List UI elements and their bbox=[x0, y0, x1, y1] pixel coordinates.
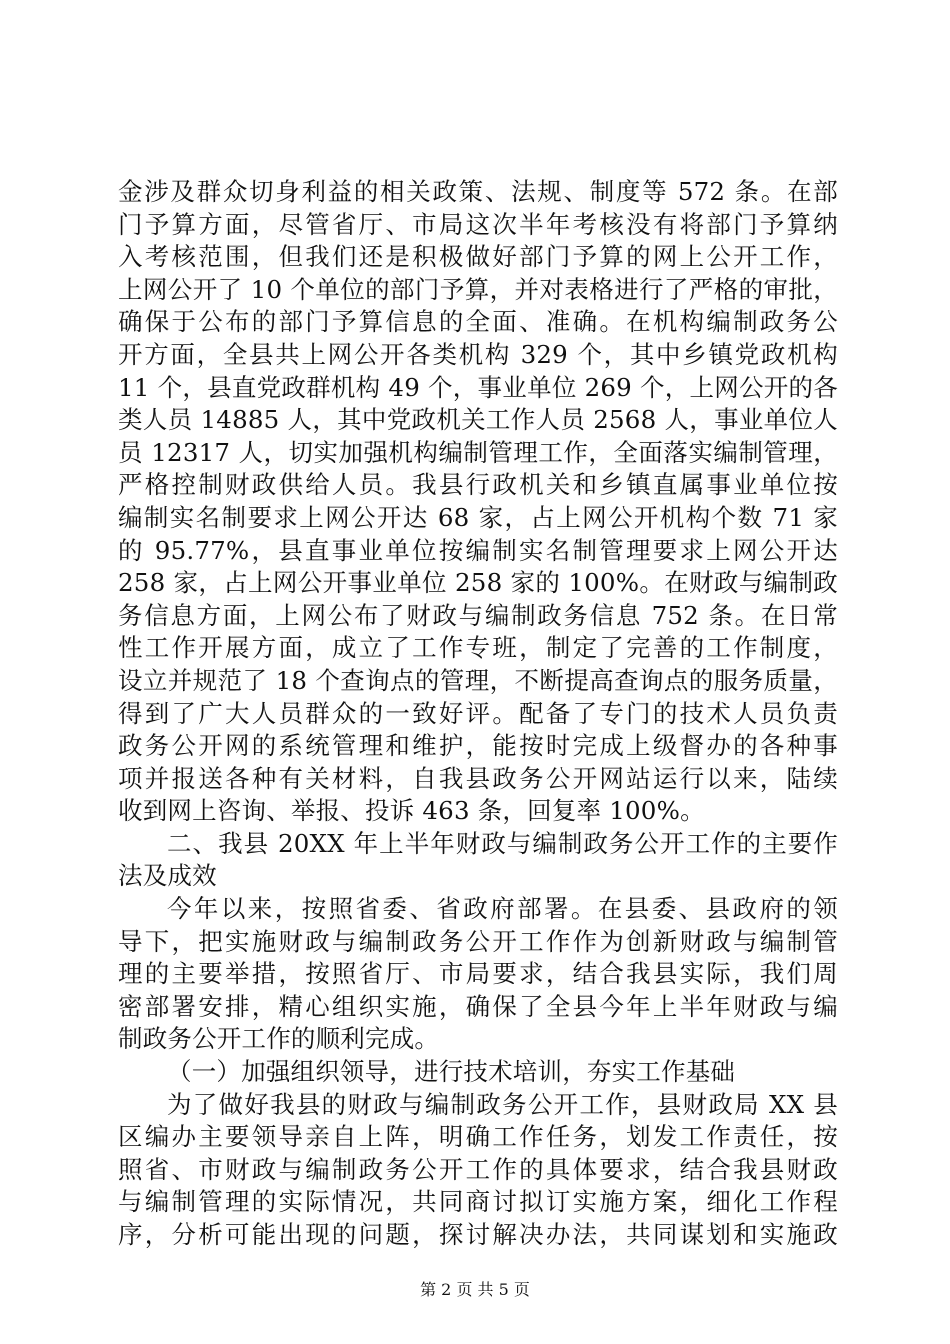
text-line: 密部署安排，精心组织实施，确保了全县今年上半年财政与编 bbox=[118, 991, 838, 1021]
text-line: 序，分析可能出现的问题，探讨解决办法，共同谋划和实施政 bbox=[118, 1220, 838, 1249]
text-line: 理的主要举措，按照省厅、市局要求，结合我县实际，我们周 bbox=[118, 959, 838, 989]
body-text bbox=[118, 176, 838, 1252]
text-line: 严格控制财政供给人员。我县行政机关和乡镇直属事业单位按 bbox=[118, 470, 838, 500]
text-line: 金涉及群众切身利益的相关政策、法规、制度等 572 条。在部 bbox=[118, 177, 838, 206]
text-line: 门予算方面，尽管省厅、市局这次半年考核没有将部门予算纳 bbox=[118, 209, 838, 239]
text-line: 258 家，占上网公开事业单位 258 家的 100%。在财政与编制政 bbox=[118, 568, 838, 598]
text-line: 入考核范围，但我们还是积极做好部门予算的网上公开工作， bbox=[118, 242, 838, 272]
text-line: 得到了广大人员群众的一致好评。配备了专门的技术人员负责 bbox=[118, 698, 838, 728]
subsection-heading: （一）加强组织领导，进行技术培训，夯实工作基础 bbox=[167, 1057, 736, 1087]
text-line: 类人员 14885 人，其中党政机关工作人员 2568 人，事业单位人 bbox=[118, 405, 838, 435]
text-line: 11 个，县直党政群机构 49 个，事业单位 269 个，上网公开的各 bbox=[118, 372, 838, 402]
text-line: 收到网上咨询、举报、投诉 463 条，回复率 100%。 bbox=[118, 796, 705, 826]
text-line: 与编制管理的实际情况，共同商讨拟订实施方案，细化工作程 bbox=[118, 1187, 838, 1217]
text-line: 导下，把实施财政与编制政务公开工作作为创新财政与编制管 bbox=[118, 926, 838, 956]
text-line: 政务公开网的系统管理和维护，能按时完成上级督办的各种事 bbox=[118, 731, 838, 761]
text-line: 确保于公布的部门予算信息的全面、准确。在机构编制政务公 bbox=[118, 307, 838, 337]
text-line: 上网公开了 10 个单位的部门予算，并对表格进行了严格的审批， bbox=[118, 274, 838, 304]
text-line: 制政务公开工作的顺利完成。 bbox=[118, 1024, 440, 1054]
text-line: 区编办主要领导亲自上阵，明确工作任务，划发工作责任，按 bbox=[118, 1122, 838, 1152]
text-line: 务信息方面，上网公布了财政与编制政务信息 752 条。在日常 bbox=[118, 600, 838, 630]
text-line: 员 12317 人，切实加强机构编制管理工作，全面落实编制管理， bbox=[118, 437, 838, 467]
text-line: 编制实名制要求上网公开达 68 家，占上网公开机构个数 71 家 bbox=[118, 502, 838, 532]
text-line: 今年以来，按照省委、省政府部署。在县委、县政府的领 bbox=[167, 894, 838, 924]
page-number-footer: 第 2 页 共 5 页 bbox=[420, 1280, 530, 1299]
section-heading-continued: 法及成效 bbox=[118, 861, 217, 891]
text-line: 性工作开展方面，成立了工作专班，制定了完善的工作制度， bbox=[118, 633, 838, 663]
text-line: 为了做好我县的财政与编制政务公开工作，县财政局 XX 县 bbox=[167, 1089, 838, 1119]
text-line: 设立并规范了 18 个查询点的管理，不断提高查询点的服务质量， bbox=[118, 665, 838, 695]
section-heading: 二、我县 20XX 年上半年财政与编制政务公开工作的主要作 bbox=[167, 828, 838, 858]
text-line: 开方面，全县共上网公开各类机构 329 个，其中乡镇党政机构 bbox=[118, 339, 838, 369]
text-line: 项并报送各种有关材料，自我县政务公开网站运行以来，陆续 bbox=[118, 763, 838, 793]
text-line: 的 95.77%，县直事业单位按编制实名制管理要求上网公开达 bbox=[118, 535, 838, 565]
text-line: 照省、市财政与编制政务公开工作的具体要求，结合我县财政 bbox=[118, 1154, 838, 1184]
